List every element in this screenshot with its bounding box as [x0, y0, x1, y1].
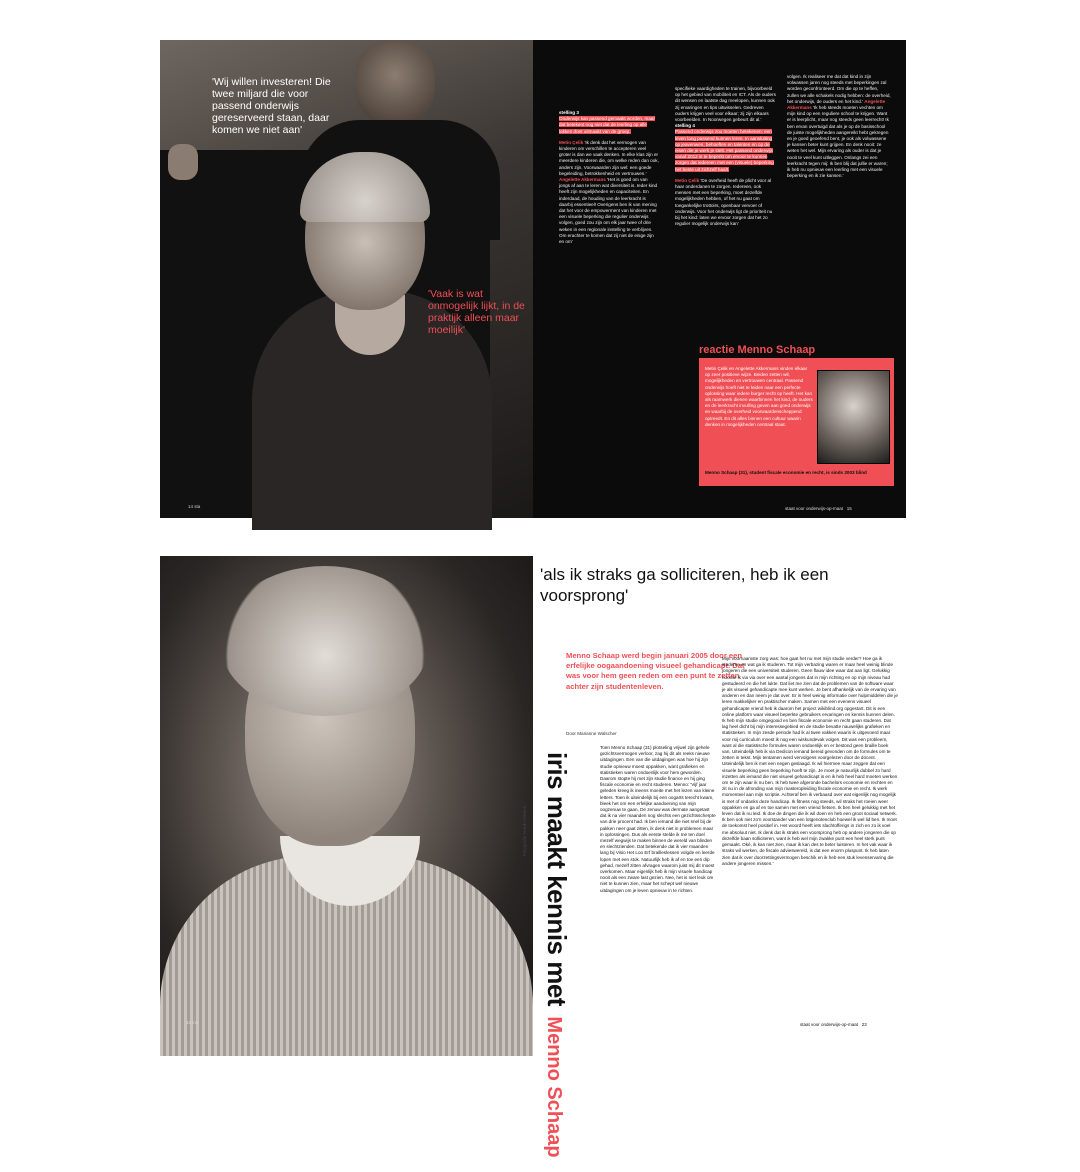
pull-quote-middle: 'Vaak is wat onmogelijk lijkt, in de praktijk alleen maar moeilijk' — [428, 288, 525, 336]
running-footer: staat voor onderwijs-op-maat — [785, 506, 844, 511]
article-column-2: Mijn voornaamste zorg was: hoe gaat het nu met mijn studie verder? Hoe ga ik studeren en wat ga ik studeren. Tot mijn verbazing waren er maar heel weinig blinde jongeren die een universiteit studeren. Geen flauw idee waar dat aan ligt. Gelukkig hoorde ik via via over een aantal jongens dat in mijn richting en op mijn niveau had gestudeerd en die het lukte. Dat liet me zien dat de problemen van de software waar je als visueel gehandicapte mee kunt werken. Je bent afhankelijk van de ervaring van anderen en dan neem je dat over. Er is heel weinig informatie over hulpmiddelen die je leren makkelijker en praktischer maken. Samen met een evenens visueel gehandicapte vriend heb ik daarom het project wikiblind.org opgestart. Dit is een online platform waar visueel beperkte gebruikers ervaringen en kennis kunnen delen. Ik heb mijn studie omgegooid en ben fiscale economie en recht gaan studeren. Dat lag heel dicht bij mijn interessegebied en de studie bevatte nauwelijks grafieken en statistieken. In mijn zesde periode had ik al twee vakken waarin ik uitgevoerd maar voor mij curriculum moest ik nog een wiskundevak volgen. Dit was een probleem, want al die statistische formules waren ondoenlijk en er bestond geen braille boek van. Uiteindelijk heb ik via Dedicon iemand bereid gevonden om de formules om te zetten in tekst. Mijn tentamen werd vervolgens voorgelezen door de docent. Uiteindelijk ben ik met een negen geslaagd. Ik wil hiermee maar zeggen dat een visuele beperking geen beperking hoeft te zijn. Je moet je natuurlijk dubbel zo hard inzetten als iemand die niet visueel gehandicapt is en ik heb heel hard moeten werken om te zijn waar ik nu ben. Ik heb twee afgeronde bachelors economie en rechten en zit nu in de afronding van mijn masteropleiding fiscale economie en recht. Ik werk momenteel aan mijn scriptie. Achteraf ben ik verbaasd over wat eigenlijk nog mogelijk is met of ondanks deze handicap. Ik fitness nog steeds, wil straks het roeien weer oppakken en ga af en toe samen met een vriend fietsen. Ik ben heel gelukkig met het leven dat ik nu leid. Ik doe de dingen die ik wil doen en heb een groot sociaal netwerk. Ik ben ook niet zo'n voorstander van een lotgenotenclub hoewel ik wel lid ben. Ik moet de toekomst heel positief in. Het woord heeft iets slachtofferigs in zich en zo ik voel me absoluut niet. Ik denk dat ik straks een voorsprong heb op andere jongeren die op dezelfde baan solliciteren, want ik heb wel mijn zwakke punt een heel sterk punt gemaakt. Oké, ik kan niet zien, maar ik kan des te beter luisteren. In het vak waar ik straks wil werken, de fiscale advieswereld, is dat een enorm pluspunt. Ik heb laten zien dat ik over doorzettingsvermogen beschik en ik heb een stuk levenservaring die andere jongeren missen.' — [722, 656, 898, 866]
page-number: 15 — [846, 506, 852, 511]
vertical-headline — [542, 752, 572, 1172]
speaker-name: Angelette Akkermans — [787, 98, 886, 111]
headline-name: Menno Schaap — [543, 1016, 565, 1158]
hair — [220, 566, 430, 716]
menno-portrait-small — [817, 370, 890, 464]
footer-right — [800, 1022, 867, 1027]
page-number: 23 — [861, 1022, 867, 1027]
text-column-2 — [675, 86, 777, 227]
interview-text-page — [533, 40, 906, 518]
stelling-3-statement: Onderwijs kan passend gemaakt worden, maar dat betekent nog niet dat de leerling op alle lokken doet uitmaakt van de groep. — [559, 116, 656, 134]
magazine-spread-interview — [160, 40, 906, 518]
page-number-left — [188, 504, 200, 509]
speaker-answer: 'De overheid heeft de plicht voor al haar onderdanen te zorgen. Iedereen, ook mensen met een beperking, moet dezelfde mogelijkheden hebben, of het nu gaat om toegankelijke trottoirs, openbaar vervoer of onderwijs. Voor het onderwijs ligt de prioriteit nu bij het kind: laten we ervoor zorgen dat het zo regulier mogelijk onderwijs kan' — [675, 177, 773, 227]
reactie-box — [699, 358, 894, 486]
speaker-name: Metin Çelik — [559, 139, 584, 145]
magazine-spread-profile — [160, 556, 906, 1158]
speaker-name: Angelette Akkermans — [559, 177, 606, 183]
stelling-3-heading: stelling 3 — [559, 110, 579, 115]
page-number: 14 — [188, 504, 194, 509]
continued-text: volgen. Ik realiseer me dat dat kind in zijn volwassen jaren nog steeds met beperkingen zal worden geconfronteerd. Om die op te heffen, zullen we alle schakels nodig hebben: de overheid, het onderwijs, de ouders en het kind.' — [787, 74, 891, 104]
running-head: iris — [192, 1020, 199, 1025]
reactie-heading: reactie Menno Schaap — [699, 344, 816, 356]
stelling-4-statement: Passend onderwijs zou moeten betekenen: een leven lang passend kunnen leren. In aansluiting op jeavenwen, behoeften en talenten en op de eisen die je werk je stelt. Het passend onderwijs vanaf 2012 is te beperkt om ervoor te kunnen zorgen dat iedereen met een (visuele) beperking het beste uit zichzelf haalt. — [675, 129, 774, 172]
running-footer: staat voor onderwijs-op-maat — [800, 1022, 859, 1027]
menno-portrait-photo — [160, 556, 533, 1034]
page-number: 22 — [186, 1020, 192, 1025]
photo-credit: Fotografie Frank Hermes — [522, 805, 527, 856]
intro-paragraph: Menno Schaap werd begin januari 2005 door een erfelijke oogaandoening visueel gehandicapt. Dat was voor hem geen reden om een punt te zetten achter zijn studentenleven. — [566, 651, 745, 691]
man-portrait — [355, 40, 435, 128]
pull-quote-top: 'Wij willen investeren! Die twee miljard die voor passend onderwijs gereserveerd staan, daar komen we niet aan' — [212, 76, 331, 136]
reactie-text: Metin Çelik en Angelette Akkermans vinden elkaar op zeer positieve wijze. Beiden zetten wil, mogelijkheden en vertrouwen centraal. Passend onderwijs hoeft niet te leiden naar een perfecte oplossing waar iedere burger recht op heeft. Het kan als raamwerk dienen waarbinnen het kind, de ouders en de leerkracht invulling geven aan goed onderwijs en waarbij de overheid voorwaardenscheppend optreedt. En dit alles binnen een cultuur waarin denken in mogelijkheden centraal staat. — [705, 366, 813, 427]
speaker-answer: 'Het is goed om van jongs af aan te leren wat diversiteit is. Ieder kind heeft zijn mogelijkheden en capaciteiten. En inderdaad, de houding van de leerkracht is daarbij essentieel! Overigens ben ik van mening dat het voor de empowerment van kinderen met een visuele beperking die regulier onderwijs volgen, goed zou zijn om elk jaar twee of drie weken in een regionale instelling te verblijven. Om erachter te komen dat zij niet de enige zijn en om' — [559, 177, 658, 245]
text-column-1 — [559, 110, 659, 245]
headline-quote: 'als ik straks ga solliciteren, heb ik een voorsprong' — [540, 565, 829, 605]
headline-main: iris maakt kennis met — [542, 752, 572, 1006]
reactie-caption: Menno Schaap (31), student fiscale economie en recht, is sinds 2003 blind — [705, 470, 867, 475]
speaker-name: Metin Çelik — [675, 177, 700, 183]
article-column-1: Toen Menno Schaap (31) plotseling vrijwel zijn gehele gezichtsvermogen verloor, zag hij dit als reeks nieuwe uitdagingen. Een van die uitdagingen was hoe hij zijn studie opnieuw moest oppakken, want grafieken en statistieken waren ondoenlijk voor hem geworden. Daarom stopte hij met zijn studie finance en hij ging fiscale economie en recht studeren. Menno: 'Vijf jaar geleden kreeg ik ineens moeite met het lezen van kleine letters. Toen ik uiteindelijk bij een oogarts terecht kwam, bleek het om een erfelijke aandoening van mijn oogzenuw te gaan. De zenuw was dermate aangetast dat ik na vier maanden nog slechts een gezichtsscherpte van drie procent had. Ik ben iemand die niet snel bij de pakken neer gaat zitten, ik denk niet in problemen maar in oplossingen. Dus als eerste stelde ik me ten doel mezelf wegwijs te maken binnen de wereld van blinden en slechtzienden. Dat betekende dat ik vier maanden lang bij Visio Het Loo Erf brailleslessen volgde en leerde lopen met een stok. Natuurlijk heb ik af en toe een dip gehad, mezelf zitten afvragen waarom juist mij dit moest overkomen. Maar eigenlijk heb ik mijn visuele handicap nooit als een zware last gezien. Nee, het is niet leuk om niet te kunnen zien, maar het schept wel nieuwe uitdagingen om je leven opnieuw in te richten. — [600, 745, 716, 893]
footer-right — [785, 506, 852, 511]
running-head: sta — [194, 504, 201, 509]
hand-holding-panel — [168, 144, 198, 180]
text-column-3 — [787, 74, 891, 179]
continued-text: specifieke vaardigheden te trainen, bijvoorbeeld op het gebied van mobiliteit en ICT. Als de ouders dit wensen en laatste dag meelopen, kunnen ook zij ervaringen en tips uitwisselen. Gedreven ouders krijgen veel voor elkaar; zij zijn elkaars voorbeelden. In Noorwegen gebeurt dit al.' — [675, 86, 776, 123]
speaker-answer: 'Ik heb steeds moeten vechten om mijn kind op een reguliere school te krijgen. Want er is leerplicht, maar nog steeds geen leerrecht! Ik ben ervan overtuigd dat als je op de basisschool de juiste mogelijkheden aangereikt hebt gekregen en je goed geoefend bent, je ook als volwassene je kansen beter kunt grijpen. En denk nooit: ze weten het wel. Mijn ervaring als ouder is dat je nooit te veel kunt uitleggen. Onlangs zei een leerkracht tegen mij: Ik ben blij dat jullie er waren; ik heb nu opnieuw een leerling met een visuele beperking en ik zie kansen.' — [787, 105, 889, 179]
byline: Door Marianne Walscher — [566, 731, 617, 736]
stelling-4-heading: stelling 4 — [675, 123, 695, 129]
speaker-answer: 'Ik denk dat het vermogen van kinderen om verschillen te accepteren veel groter is dan we vaak denken. In elke klas zijn er meerdere kinderen die, om welke reden dan ook, anders zijn. Voorwaarden zijn wel: een goede begeleiding, betrokkenheid en vertrouwen.' — [559, 139, 659, 176]
footer-left — [186, 1020, 198, 1025]
